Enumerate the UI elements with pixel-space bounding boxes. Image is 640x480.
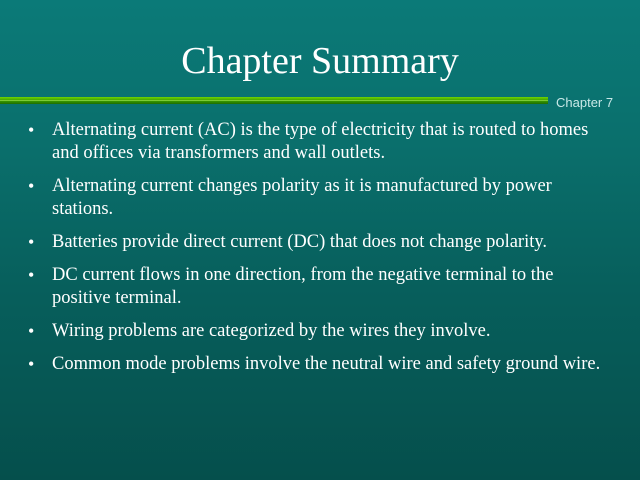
title-underline-highlight — [0, 100, 548, 101]
bullet-item — [28, 231, 608, 254]
bullet-text: DC current flows in one direction, from the negative terminal to the positive terminal. — [52, 265, 554, 308]
bullet-text: Alternating current (AC) is the type of electricity that is routed to homes and offices via transformers and wall outlets. — [52, 120, 589, 163]
bullet-item — [28, 353, 608, 376]
chapter-label: Chapter 7 — [556, 95, 614, 110]
bullet-text: Alternating current changes polarity as it is manufactured by power stations. — [52, 176, 552, 219]
bullet-text: Common mode problems involve the neutral wire and safety ground wire. — [52, 354, 601, 374]
bullet-icon: • — [28, 321, 35, 341]
bullet-item — [28, 119, 608, 165]
bullet-text: Wiring problems are categorized by the wires they involve. — [52, 321, 491, 341]
slide-title: Chapter Summary — [181, 40, 459, 82]
bullet-item — [28, 320, 608, 343]
bullet-item — [28, 264, 608, 310]
bullet-icon: • — [28, 232, 35, 252]
bullet-icon: • — [28, 120, 35, 140]
bullet-text: Batteries provide direct current (DC) that does not change polarity. — [52, 232, 548, 252]
bullet-icon: • — [28, 176, 35, 196]
bullet-item — [28, 175, 608, 221]
bullet-icon: • — [28, 354, 35, 374]
bullet-list — [28, 119, 608, 386]
bullet-icon: • — [28, 265, 35, 285]
